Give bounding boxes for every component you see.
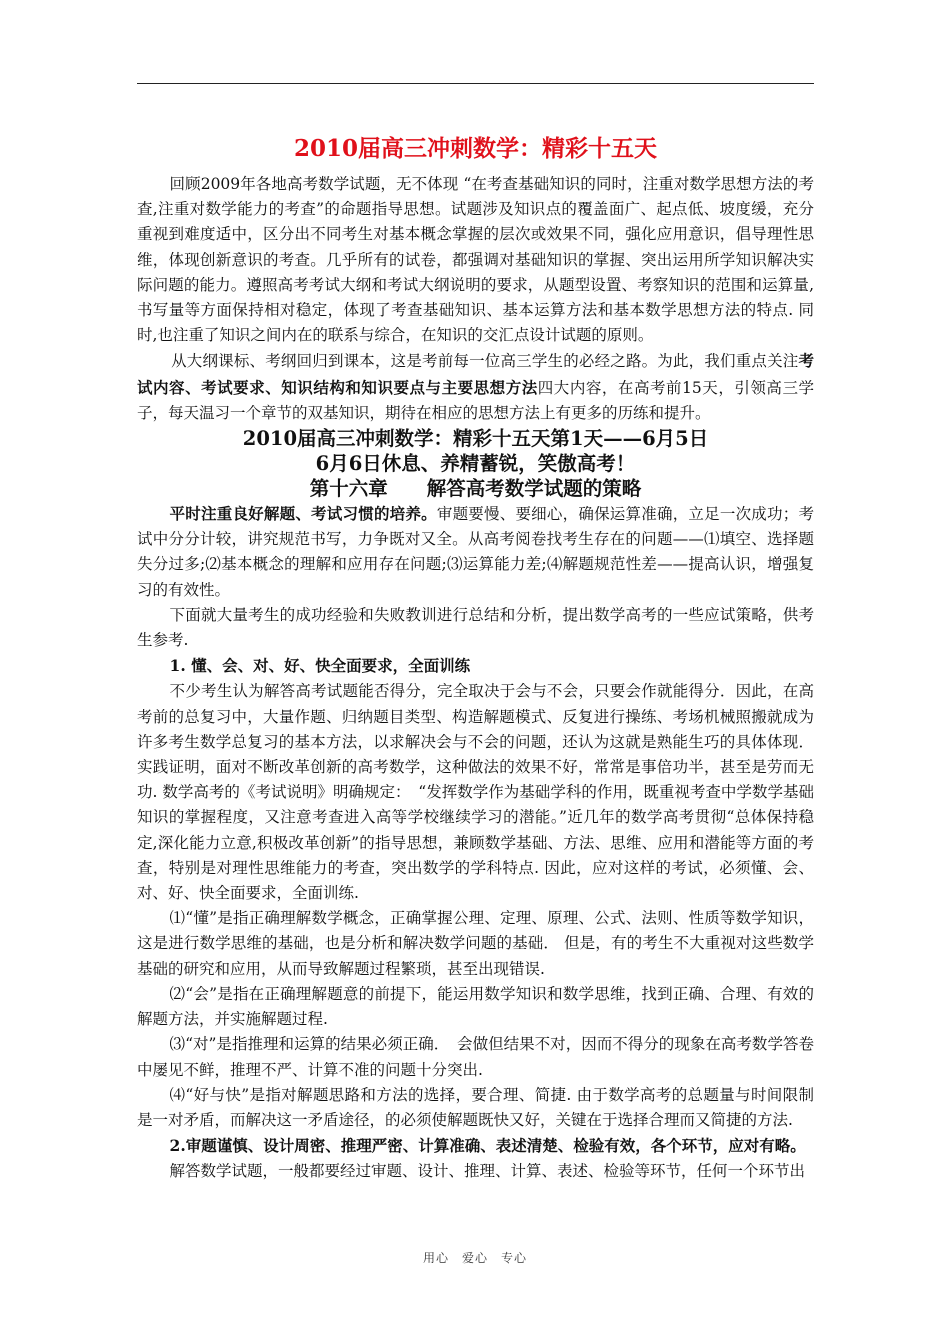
list-item-able: ⑵“会”是指在正确理解题意的前提下，能运用数学知识和数学思维，找到正确、合理、有效的解题方法，并实施解题过程. [137, 984, 814, 1029]
intro-paragraph-1: 回顾2009年各地高考数学试题，无不体现 “在考查基础知识的同时，注重对数学思想方法的考查,注重对数学能力的考查”的命题指导思想。试题涉及知识点的覆盖面广、起点低、坡度缓，充分重视到难度适中，区分出不同考生对基本概念掌握的层次或效果不同，强化应用意识，倡导理性思维，体现创新意识的考查。几乎所有的试卷，都强调对基础知识的掌握、突出运用所学知识解决实际问题的能力。遵照高考考试大纲和考试大纲说明的要求，从题型设置、考察知识的范围和运算量,书写量等方面保持相对稳定，体现了考查基础知识、基本运算方法和基本数学思想方法的特点. 同时,也注重了知识之间内在的联系与综合，在知识的交汇点设计试题的原则。 [137, 175, 814, 345]
list-item-understand: ⑴“懂”是指正确理解数学概念，正确掌握公理、定理、原理、公式、法则、性质等数学知识，这是进行数学思维的基础，也是分析和解决数学问题的基础． 但是，有的考生不大重视对这些数学基础的研究和应用，从而导致解题过程繁琐，甚至出现错误. [137, 909, 814, 978]
habits-paragraph [137, 501, 814, 603]
section-2-heading [137, 1133, 814, 1159]
section-1-heading [137, 653, 814, 679]
list-item-good-fast: ⑷“好与快”是指对解题思路和方法的选择，要合理、简捷. 由于数学高考的总题量与时间限制是一对矛盾，而解决这一矛盾途径，的必须使解题既快又好，关键在于选择合理而又简捷的方法. [137, 1085, 814, 1129]
section-1-paragraph: 不少考生认为解答高考试题能否得分，完全取决于会与不会，只要会作就能得分．因此，在高考前的总复习中，大量作题、归纳题目类型、构造解题模式、反复进行操练、考场机械照搬就成为许多考生数学总复习的基本方法，以求解决会与不会的问题，还认为这就是熟能生巧的具体体现．实践证明，面对不断改革创新的高考数学，这种做法的效果不好，常常是事倍功半，甚至是劳而无功. 数学高考的《考试说明》明确规定： “发挥数学作为基础学科的作用，既重视考查中学数学基础知识的掌握程度，又注意考查进入高等学校继续学习的潜能。”近几年的数学高考贯彻“总体保持稳定,深化能力立意,积极改革创新”的指导思想，兼顾数学基础、方法、思维、应用和潜能等方面的考查，特别是对理性思维能力的考查，突出数学的学科特点. 因此，应对这样的考试，必须懂、会、对、好、快全面要求，全面训练. [137, 682, 814, 903]
rest-heading: 6月6日休息、养精蓄锐，笑傲高考！ [315, 452, 636, 476]
section-2-paragraph: 解答数学试题，一般都要经过审题、设计、推理、计算、表述、检验等环节，任何一个环节出 [169, 1162, 806, 1181]
intro-p2-text-a: 从大纲课标、考纲回归到课本，这是考前每一位高三学生的必经之路。为此，我们重点关注 [171, 352, 799, 371]
day-heading: 2010届高三冲刺数学：精彩十五天第1天——6月5日 [242, 427, 709, 451]
list-item-correct: ⑶“对”是指推理和运算的结果必须正确． 会做但结果不对，因而不得分的现象在高考数学答卷中屡见不鲜，推理不严、计算不准的问题十分突出. [137, 1035, 814, 1079]
strategy-intro-paragraph: 下面就大量考生的成功经验和失败教训进行总结和分析，提出数学高考的一些应试策略，供考生参考. [137, 605, 814, 650]
chapter-heading: 第十六章 解答高考数学试题的策略 [309, 477, 642, 501]
page-footer: 用心 爱心 专心 [422, 1251, 527, 1265]
intro-p2-bold: 考试内容、考试要求、知识结构和知识要点与主要思想方法 [137, 351, 814, 397]
intro-paragraph-2 [137, 348, 814, 426]
document-title: 2010届高三冲刺数学：精彩十五天 [293, 135, 657, 162]
document-body [137, 132, 814, 1185]
header-rule [137, 83, 814, 84]
habits-text: 审题要慢、要细心，确保运算准确，立足一次成功；考试中分分计较，讲究规范书写，力争既对又全。从高考阅卷找考生存在的问题——⑴填空、选择题失分过多;⑵基本概念的理解和应用存在问题;⑶运算能力差;⑷解题规范性差——提高认识，增强复习的有效性。 [137, 505, 814, 599]
habits-bold: 平时注重良好解题、考试习惯的培养。 [169, 504, 437, 524]
intro-p2-text-b: 四大内容，在高考前15天，引领高三学子，每天温习一个章节的双基知识，期待在相应的思想方法上有更多的历练和提升。 [137, 378, 814, 422]
section-2-heading-text: 2.审题谨慎、设计周密、推理严密、计算准确、表述清楚、检验有效，各个环节，应对有略。 [169, 1136, 806, 1156]
section-1-heading-text: 1. 懂、会、对、好、快全面要求，全面训练 [169, 656, 471, 676]
